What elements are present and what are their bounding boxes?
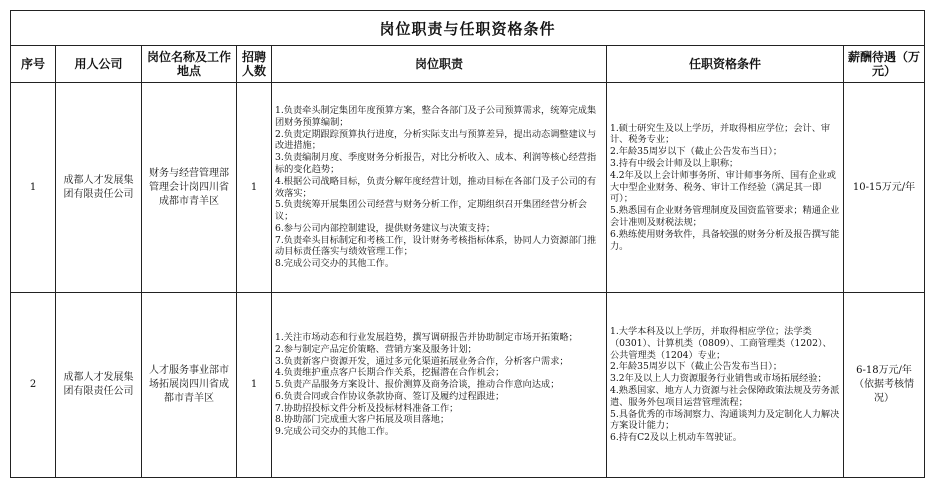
duty-item: 3.负责新客户资源开发，通过多元化渠道拓展业务合作，分析客户需求； bbox=[275, 355, 569, 367]
duty-item: 2.参与制定产品定价策略、营销方案及服务计划； bbox=[275, 343, 477, 355]
row-salary: 10-15万元/年 bbox=[844, 83, 925, 293]
requirement-item: 6.持有C2及以上机动车驾驶证。 bbox=[610, 432, 742, 444]
header-company: 用人公司 bbox=[56, 46, 142, 83]
requirement-item: 3.2年及以上人力资源服务行业销售或市场拓展经验； bbox=[610, 373, 827, 385]
header-no: 序号 bbox=[11, 46, 56, 83]
header-duties: 岗位职责 bbox=[272, 46, 607, 83]
requirement-item: 4.2年及以上会计师事务所、审计师事务所、国有企业或大中型企业财务、税务、审计工作经验（满足其一即可）； bbox=[610, 169, 836, 205]
table-title: 岗位职责与任职资格条件 bbox=[11, 11, 925, 46]
duty-item: 4.负责维护重点客户长期合作关系，挖掘潜在合作机会； bbox=[275, 367, 505, 379]
header-requirements: 任职资格条件 bbox=[607, 46, 844, 83]
requirement-item: 4.熟悉国家、地方人力资源与社会保障政策法规及劳务派遣、服务外包项目运营管理流程； bbox=[610, 385, 840, 408]
requirement-item: 5.具备优秀的市场洞察力、沟通谈判力及定制化人力解决方案设计能力； bbox=[610, 408, 840, 432]
header-count: 招聘人数 bbox=[237, 46, 272, 83]
duty-item: 2.负责定期跟踪预算执行进度，分析实际支出与预算差异，提出动态调整建议与改进措施； bbox=[275, 128, 597, 152]
requirement-item: 1.硕士研究生及以上学历，并取得相应学位；会计、审计、税务专业； bbox=[610, 122, 831, 146]
job-requirements-table-page bbox=[10, 10, 924, 478]
row-count: 1 bbox=[237, 83, 272, 293]
duty-item: 5.负责产品服务方案设计、报价测算及商务洽谈，推动合作意向达成； bbox=[275, 379, 560, 391]
row-no: 1 bbox=[11, 83, 56, 293]
duty-item: 9.完成公司交办的其他工作。 bbox=[275, 426, 395, 438]
duty-item: 8.协助部门完成重大客户拓展及项目落地； bbox=[275, 414, 450, 426]
row-requirements bbox=[607, 83, 844, 293]
requirement-item: 5.熟悉国有企业财务管理制度及国资监管要求；精通企业会计准则及财税法规； bbox=[610, 205, 840, 228]
row-requirements bbox=[607, 293, 844, 478]
requirement-item: 2.年龄35周岁以下（截止公告发布当日）； bbox=[610, 361, 783, 373]
table-row bbox=[11, 293, 925, 478]
duty-item: 7.协助招投标文件分析及投标材料准备工作； bbox=[275, 402, 459, 414]
duty-item: 8.完成公司交办的其他工作。 bbox=[275, 258, 395, 270]
duty-item: 4.根据公司战略目标，负责分解年度经营计划，推动目标在各部门及子公司的有效落实； bbox=[275, 175, 597, 199]
requirement-item: 6.熟练使用财务软件，具备较强的财务分析及报告撰写能力。 bbox=[610, 228, 840, 252]
requirement-item: 3.持有中级会计师及以上职称； bbox=[610, 158, 739, 169]
duty-item: 6.负责合同或合作协议条款协商、签订及履约过程跟进； bbox=[275, 390, 505, 402]
row-company: 成都人才发展集团有限责任公司 bbox=[56, 83, 142, 293]
row-salary: 6-18万元/年（依据考核情况） bbox=[844, 293, 925, 478]
duty-item: 6.参与公司内部控制建设，提供财务建议与决策支持； bbox=[275, 222, 496, 234]
duty-item: 1.关注市场动态和行业发展趋势，撰写调研报告并协助制定市场开拓策略； bbox=[275, 331, 578, 343]
title-row bbox=[11, 11, 925, 46]
row-no: 2 bbox=[11, 293, 56, 478]
row-count: 1 bbox=[237, 293, 272, 478]
duty-item: 5.负责统筹开展集团公司经营与财务分析工作，定期组织召开集团经营分析会议； bbox=[275, 199, 587, 223]
duty-item: 7.负责牵头目标制定和考核工作，设计财务考核指标体系，协同人力资源部门推动目标责任落实与绩效管理工作； bbox=[275, 234, 597, 258]
row-duties bbox=[272, 83, 607, 293]
header-row bbox=[11, 46, 925, 83]
duty-item: 3.负责编制月度、季度财务分析报告，对比分析收入、成本、利润等核心经营指标的变化趋势； bbox=[275, 152, 597, 175]
header-salary: 薪酬待遇（万元） bbox=[844, 46, 925, 83]
duty-item: 1.负责牵头制定集团年度预算方案，整合各部门及子公司预算需求，统筹完成集团财务预算编制； bbox=[275, 104, 597, 128]
row-company: 成都人才发展集团有限责任公司 bbox=[56, 293, 142, 478]
row-position: 财务与经营管理部管理会计岗四川省成都市青羊区 bbox=[142, 83, 237, 293]
job-requirements-table bbox=[10, 10, 925, 478]
row-position: 人才服务事业部市场拓展岗四川省成都市青羊区 bbox=[142, 293, 237, 478]
requirement-item: 1.大学本科及以上学历，并取得相应学位；法学类（0301）、计算机类（0809）、工商管理类（1202）、公共管理类（1204）专业； bbox=[610, 326, 832, 361]
header-position: 岗位名称及工作地点 bbox=[142, 46, 237, 83]
requirement-item: 2.年龄35周岁以下（截止公告发布当日）； bbox=[610, 146, 783, 158]
table-row bbox=[11, 83, 925, 293]
row-duties bbox=[272, 293, 607, 478]
